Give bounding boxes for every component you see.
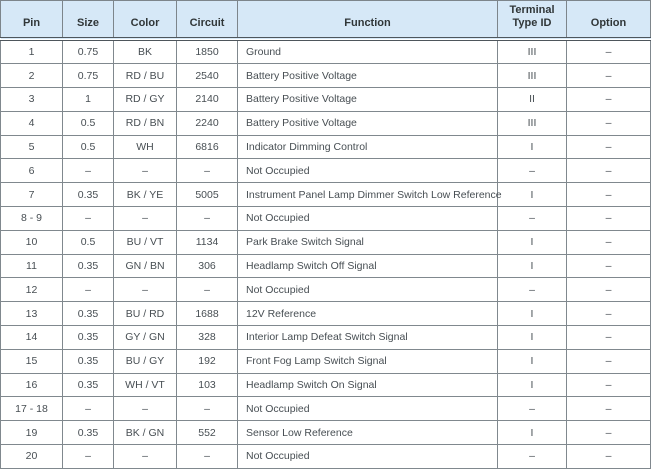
cell-circuit: – [177, 397, 238, 421]
table-row [1, 159, 651, 183]
cell-color: BU / VT [114, 230, 177, 254]
cell-size: – [63, 397, 114, 421]
table-row [1, 64, 651, 88]
cell-circuit: 5005 [177, 183, 238, 207]
table-row [1, 111, 651, 135]
cell-terminal: I [498, 326, 567, 350]
cell-option: – [567, 421, 651, 445]
cell-size: 0.5 [63, 111, 114, 135]
cell-circuit: – [177, 445, 238, 469]
cell-size: 0.35 [63, 349, 114, 373]
cell-function: Headlamp Switch On Signal [238, 373, 498, 397]
cell-circuit: 1850 [177, 39, 238, 64]
cell-terminal: – [498, 397, 567, 421]
cell-color: – [114, 278, 177, 302]
cell-circuit: 2240 [177, 111, 238, 135]
cell-pin: 20 [1, 445, 63, 469]
table-row [1, 135, 651, 159]
cell-option: – [567, 278, 651, 302]
cell-circuit: 2140 [177, 88, 238, 112]
cell-function: Interior Lamp Defeat Switch Signal [238, 326, 498, 350]
cell-circuit: 328 [177, 326, 238, 350]
cell-circuit: 1134 [177, 230, 238, 254]
table-body [1, 39, 651, 469]
column-header-circuit: Circuit [177, 1, 238, 39]
cell-option: – [567, 64, 651, 88]
column-header-terminal-type-id: Terminal Type ID [498, 1, 567, 39]
cell-option: – [567, 111, 651, 135]
cell-color: BU / GY [114, 349, 177, 373]
cell-color: – [114, 159, 177, 183]
cell-color: – [114, 445, 177, 469]
cell-pin: 7 [1, 183, 63, 207]
cell-size: 1 [63, 88, 114, 112]
table-row [1, 39, 651, 64]
table-row [1, 278, 651, 302]
cell-pin: 14 [1, 326, 63, 350]
cell-option: – [567, 349, 651, 373]
cell-pin: 6 [1, 159, 63, 183]
cell-terminal: III [498, 111, 567, 135]
cell-size: 0.35 [63, 254, 114, 278]
cell-terminal: – [498, 278, 567, 302]
cell-function: Sensor Low Reference [238, 421, 498, 445]
cell-function: Not Occupied [238, 159, 498, 183]
table-row [1, 254, 651, 278]
table-row [1, 88, 651, 112]
cell-terminal: I [498, 421, 567, 445]
cell-option: – [567, 183, 651, 207]
cell-option: – [567, 373, 651, 397]
header-row [1, 1, 651, 39]
cell-pin: 1 [1, 39, 63, 64]
cell-terminal: I [498, 254, 567, 278]
cell-function: Battery Positive Voltage [238, 64, 498, 88]
cell-size: 0.75 [63, 39, 114, 64]
cell-color: BK [114, 39, 177, 64]
cell-function: Instrument Panel Lamp Dimmer Switch Low Reference [238, 183, 498, 207]
cell-pin: 2 [1, 64, 63, 88]
cell-color: – [114, 397, 177, 421]
cell-size: 0.5 [63, 135, 114, 159]
cell-size: – [63, 278, 114, 302]
cell-function: Battery Positive Voltage [238, 111, 498, 135]
cell-terminal: I [498, 302, 567, 326]
cell-circuit: 2540 [177, 64, 238, 88]
cell-option: – [567, 159, 651, 183]
cell-circuit: – [177, 278, 238, 302]
cell-color: WH [114, 135, 177, 159]
cell-terminal: – [498, 445, 567, 469]
cell-size: 0.35 [63, 183, 114, 207]
cell-option: – [567, 445, 651, 469]
cell-size: 0.35 [63, 302, 114, 326]
cell-function: Not Occupied [238, 207, 498, 231]
table-header [1, 1, 651, 39]
table-row [1, 397, 651, 421]
column-header-size: Size [63, 1, 114, 39]
cell-option: – [567, 230, 651, 254]
column-header-color: Color [114, 1, 177, 39]
cell-function: Not Occupied [238, 397, 498, 421]
table-row [1, 183, 651, 207]
table-row [1, 207, 651, 231]
cell-option: – [567, 207, 651, 231]
cell-circuit: 552 [177, 421, 238, 445]
cell-function: Front Fog Lamp Switch Signal [238, 349, 498, 373]
cell-terminal: – [498, 207, 567, 231]
cell-circuit: – [177, 159, 238, 183]
table-row [1, 230, 651, 254]
cell-size: 0.75 [63, 64, 114, 88]
cell-option: – [567, 397, 651, 421]
cell-function: 12V Reference [238, 302, 498, 326]
cell-pin: 16 [1, 373, 63, 397]
cell-terminal: I [498, 230, 567, 254]
cell-function: Indicator Dimming Control [238, 135, 498, 159]
cell-pin: 3 [1, 88, 63, 112]
cell-color: RD / BU [114, 64, 177, 88]
cell-size: 0.35 [63, 421, 114, 445]
cell-terminal: I [498, 183, 567, 207]
table-row [1, 302, 651, 326]
cell-pin: 11 [1, 254, 63, 278]
cell-circuit: 306 [177, 254, 238, 278]
cell-circuit: 192 [177, 349, 238, 373]
cell-option: – [567, 302, 651, 326]
cell-pin: 12 [1, 278, 63, 302]
cell-terminal: – [498, 159, 567, 183]
cell-pin: 5 [1, 135, 63, 159]
cell-pin: 19 [1, 421, 63, 445]
table-row [1, 326, 651, 350]
cell-circuit: 103 [177, 373, 238, 397]
table-row [1, 445, 651, 469]
cell-color: GN / BN [114, 254, 177, 278]
cell-pin: 17 - 18 [1, 397, 63, 421]
cell-circuit: 6816 [177, 135, 238, 159]
cell-color: BK / GN [114, 421, 177, 445]
cell-option: – [567, 135, 651, 159]
cell-option: – [567, 254, 651, 278]
cell-pin: 8 - 9 [1, 207, 63, 231]
cell-function: Battery Positive Voltage [238, 88, 498, 112]
cell-pin: 15 [1, 349, 63, 373]
cell-function: Park Brake Switch Signal [238, 230, 498, 254]
cell-circuit: – [177, 207, 238, 231]
cell-pin: 13 [1, 302, 63, 326]
cell-size: – [63, 445, 114, 469]
cell-function: Headlamp Switch Off Signal [238, 254, 498, 278]
table-row [1, 373, 651, 397]
cell-terminal: I [498, 135, 567, 159]
cell-terminal: I [498, 373, 567, 397]
column-header-pin: Pin [1, 1, 63, 39]
cell-function: Not Occupied [238, 445, 498, 469]
cell-color: RD / GY [114, 88, 177, 112]
cell-terminal: II [498, 88, 567, 112]
cell-color: BK / YE [114, 183, 177, 207]
table-row [1, 349, 651, 373]
cell-terminal: III [498, 64, 567, 88]
cell-color: RD / BN [114, 111, 177, 135]
cell-color: – [114, 207, 177, 231]
cell-color: BU / RD [114, 302, 177, 326]
cell-size: 0.5 [63, 230, 114, 254]
cell-terminal: I [498, 349, 567, 373]
cell-option: – [567, 88, 651, 112]
cell-circuit: 1688 [177, 302, 238, 326]
cell-function: Not Occupied [238, 278, 498, 302]
cell-size: – [63, 159, 114, 183]
cell-pin: 10 [1, 230, 63, 254]
cell-size: 0.35 [63, 326, 114, 350]
cell-terminal: III [498, 39, 567, 64]
cell-color: WH / VT [114, 373, 177, 397]
column-header-function: Function [238, 1, 498, 39]
cell-pin: 4 [1, 111, 63, 135]
column-header-option: Option [567, 1, 651, 39]
cell-size: – [63, 207, 114, 231]
cell-color: GY / GN [114, 326, 177, 350]
cell-function: Ground [238, 39, 498, 64]
table-row [1, 421, 651, 445]
cell-size: 0.35 [63, 373, 114, 397]
cell-option: – [567, 326, 651, 350]
cell-option: – [567, 39, 651, 64]
